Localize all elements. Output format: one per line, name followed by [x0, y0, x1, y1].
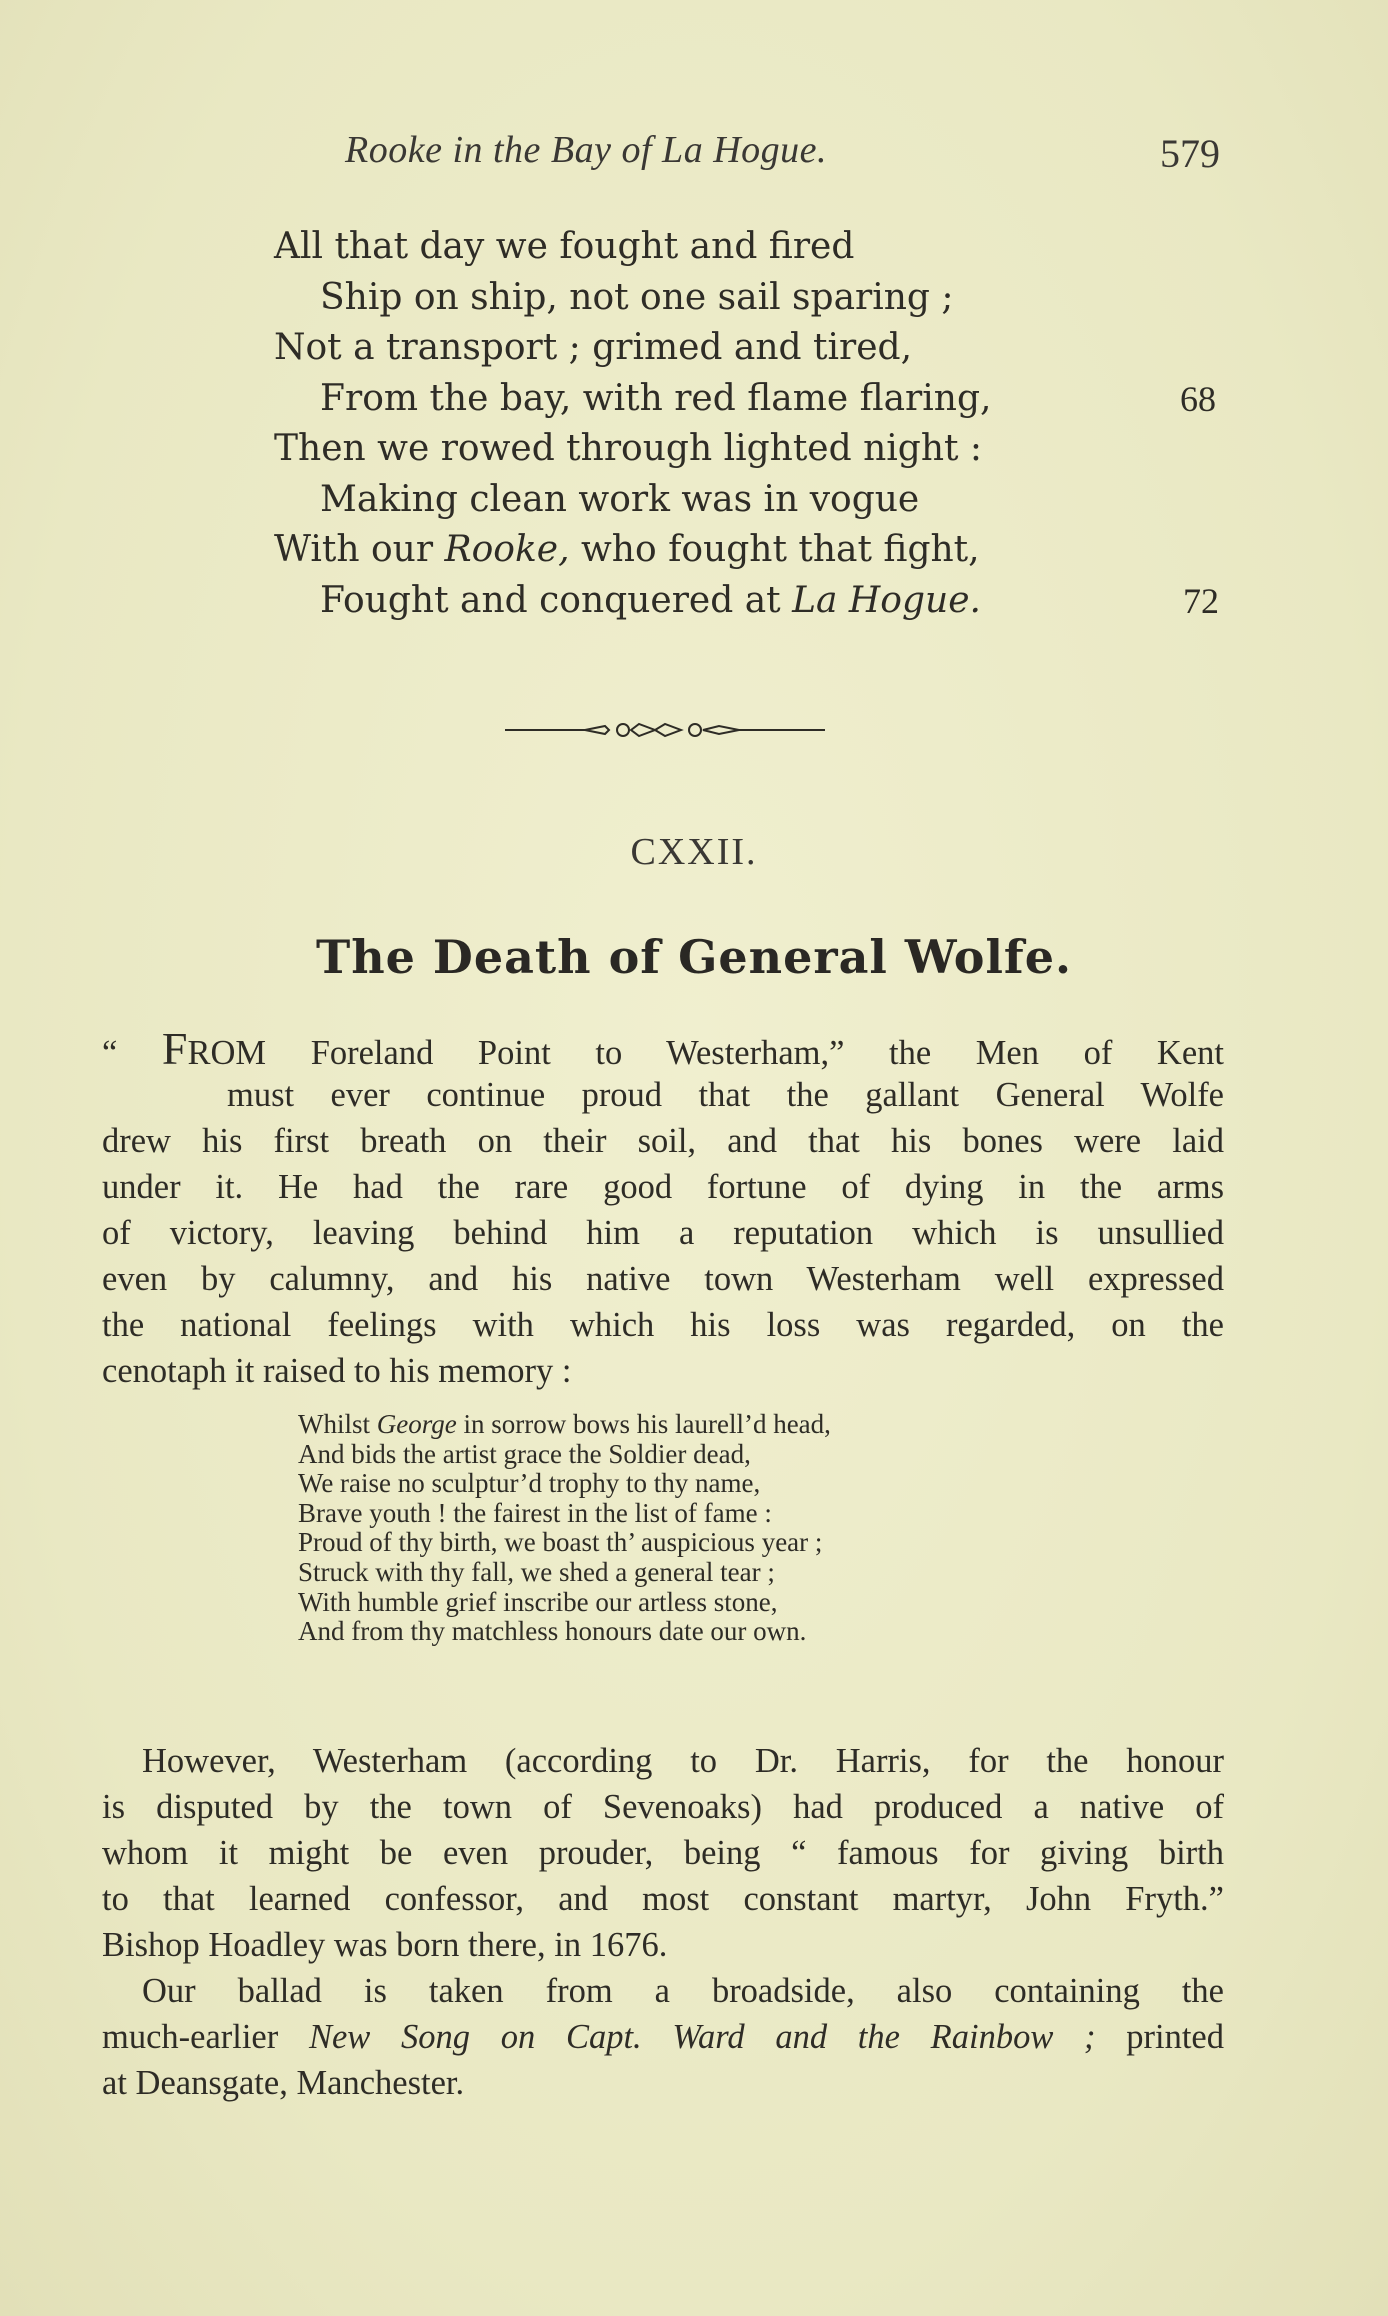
epitaph-line: With humble grief inscribe our artless stone, [298, 1586, 778, 1617]
italic-run: New Song on Capt. Ward and the Rainbow ; [308, 2018, 1096, 2056]
text-line: drew his first breath on their soil, and that his bones were laid [102, 1122, 1224, 1160]
italic-run: George [376, 1409, 457, 1439]
poem-line-text: Ship on ship, not one sail sparing ; [320, 276, 954, 318]
poem-line [0, 525, 1388, 576]
poem-stanza [0, 222, 1388, 626]
poem-line [0, 374, 1388, 425]
poem-line-text: Then we rowed through lighted night : [274, 428, 983, 469]
epitaph-line: Struck with thy fall, we shed a general tear ; [298, 1556, 775, 1587]
text-line: However, Westerham (according to Dr. Harris, for the honour [142, 1742, 1224, 1780]
intro-paragraph [102, 1023, 1224, 1394]
epitaph-quote [298, 1410, 831, 1647]
epitaph-line: Brave youth ! the fairest in the list of fame : [298, 1497, 772, 1528]
text-line: even by calumny, and his native town Westerham well expressed [102, 1260, 1224, 1298]
page-number: 579 [1160, 131, 1220, 176]
poem-line-text: From the bay, with red flame flaring, [320, 377, 992, 419]
text-run: in sorrow bows his laurell’d head, [456, 1409, 831, 1439]
running-head: Rooke in the Bay of La Hogue. [345, 129, 828, 171]
poem-line [0, 424, 1388, 475]
poem-line-text: Making clean work was in vogue [320, 478, 920, 520]
text-run: much-earlier [102, 2018, 309, 2056]
poem-line-text [320, 576, 981, 626]
poem-line [0, 475, 1388, 526]
page-header [0, 128, 1388, 188]
italic-run: Rooke, [444, 529, 570, 570]
italic-run: La Hogue. [792, 579, 981, 621]
text-line: must ever continue proud that the gallant General Wolfe [227, 1076, 1224, 1114]
westerham-paragraph [102, 1738, 1224, 1968]
text-line: the national feelings with which his loss was regarded, on the [102, 1306, 1224, 1344]
line-number: 72 [1183, 580, 1219, 621]
text-line: Our ballad is taken from a broadside, also containing the [142, 1972, 1224, 2010]
drop-cap: F [161, 1023, 188, 1074]
text-line [102, 2014, 1224, 2060]
epitaph-line: We raise no sculptur’d trophy to thy name, [298, 1468, 761, 1499]
text-run: ROM Foreland Point to Westerham,” the Men of Kent [187, 1034, 1224, 1072]
text-line: is disputed by the town of Sevenoaks) had produced a native of [102, 1788, 1224, 1826]
text-line: Bishop Hoadley was born there, in 1676. [102, 1926, 668, 1964]
text-run: With our [274, 529, 445, 570]
epitaph-line: And from thy matchless honours date our own. [298, 1616, 807, 1647]
poem-line [0, 323, 1388, 374]
text-run: Whilst [298, 1409, 377, 1439]
source-paragraph [102, 1968, 1224, 2106]
text-line: cenotaph it raised to his memory : [102, 1352, 572, 1390]
epitaph-line [298, 1410, 831, 1440]
text-run: who fought that fight, [569, 529, 980, 570]
poem-line [0, 222, 1388, 273]
text-run: printed [1095, 2018, 1224, 2056]
text-run: Fought and conquered at [320, 579, 793, 621]
poem-line-text: Not a transport ; grimed and tired, [274, 327, 913, 368]
epitaph-line: And bids the artist grace the Soldier dead, [298, 1438, 751, 1469]
text-line [102, 1023, 1224, 1074]
text-line: whom it might be even prouder, being “ famous for giving birth [102, 1834, 1224, 1872]
epitaph-line: Proud of thy birth, we boast th’ auspicious year ; [298, 1527, 823, 1558]
section-title: The Death of General Wolfe. [315, 930, 1073, 984]
poem-line [0, 273, 1388, 324]
line-number: 68 [1180, 378, 1216, 419]
ornamental-divider [505, 715, 825, 745]
poem-line-text [274, 525, 980, 575]
text-line: under it. He had the rare good fortune of dying in the arms [102, 1168, 1224, 1206]
section-number: CXXII. [630, 831, 758, 873]
text-line: at Deansgate, Manchester. [102, 2064, 465, 2102]
text-line: of victory, leaving behind him a reputation which is unsullied [102, 1214, 1224, 1252]
text-line: to that learned confessor, and most constant martyr, John Fryth.” [102, 1880, 1224, 1918]
poem-line-text: All that day we fought and fired [274, 226, 855, 267]
open-quote: “ [102, 1034, 162, 1072]
poem-line [0, 576, 1388, 627]
